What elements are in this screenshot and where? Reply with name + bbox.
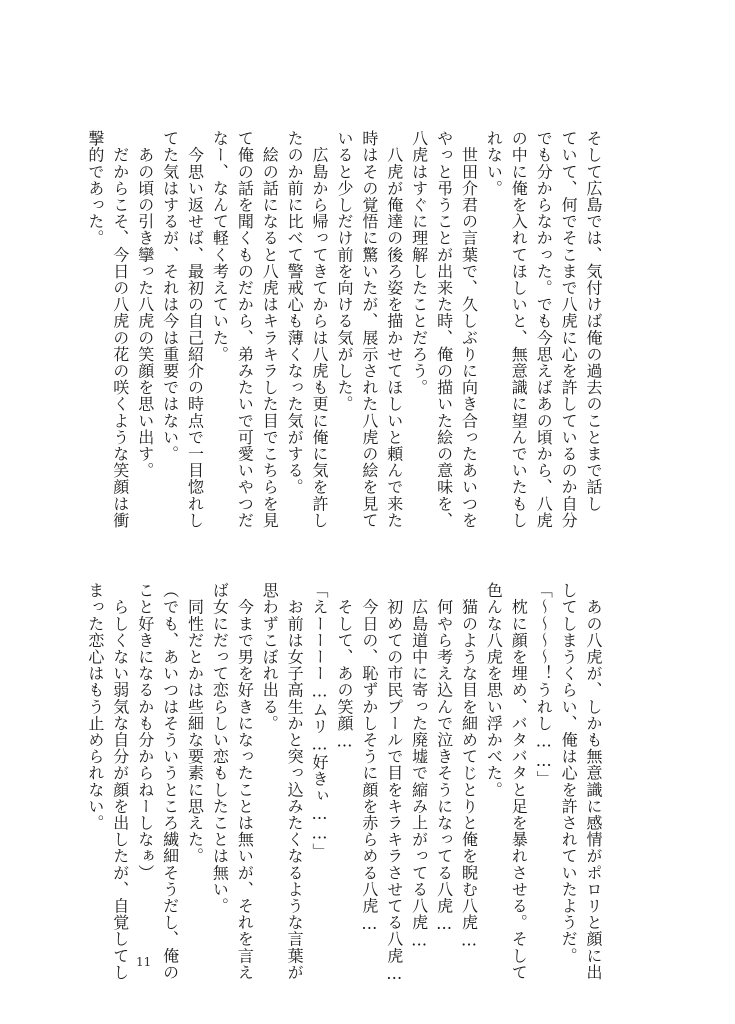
page-number: 11 — [136, 955, 152, 969]
upper-text-block: そして広島では、気付けば俺の過去のことまで話し ていて、何でそこまで八虎に心を許しているのか自分 でも分からなかった。でも今思えばあの頃から、八虎 の中に俺を入れてほしいと、無意識に望んでいたもし れない。 世田介君の言葉で、久しぶりに向き合ったあいつを やっと弔うことが出来た時、俺の描いた絵の意味を、 八虎はすぐに理解したことだろう。 八虎が俺達の後ろ姿を描かせてほしいと頼んで来た 時はその覚悟に驚いたが、展示された八虎の絵を見て いると少しだけ前を向ける気がした。 広島から帰ってきてからは八虎も更に俺に気を許し たのか前に比べて警戒心も薄くなった気がする。 絵の話になると八虎はキラキラした目でこちらを見 て俺の話を聞くものだから、弟みたいで可愛いやつだ なー、なんて軽く考えていた。 今思い返せば、最初の自己紹介の時点で一目惚れし てた気はするが、それは今は重要ではない。 あの頃の引き攣った八虎の笑顔を思い出す。 だからこそ、今日の八虎の花の咲くような笑顔は衝 撃的であった。 — [85, 130, 603, 529]
lower-text-block: あの八虎が、しかも無意識に感情がポロリと顔に出 してしまうくらい、俺は心を許されていたようだ。 「〜〜〜〜！うれし……」 枕に顔を埋め、バタバタと足を暴れさせる。そして 色んな八虎を思い浮かべた。 猫のような目を細めてじとりと俺を睨む八虎… 何やら考え込んで泣きそうになってる八虎… 広島道中に寄った廃墟で縮み上がってる八虎… 初めての市民プールで目をキラキラさせてる八虎… 今日の、恥ずかしそうに顔を赤らめる八虎… そして、あの笑顔… 「えーーーー…ムリ…好きぃ……」 お前は女子高生かと突っ込みたくなるような言葉が 思わずこぼれ出る。 今まで男を好きになったことは無いが、それを言え ば女にだって恋らしい恋もしたことは無い。 同性だとかは些細な要素に思えた。 （でも、あいつはそういうところ繊細そうだし、俺の こと好きになるかも分からねーしなぁ） らしくない弱気な自分が顔を出したが、自覚してし まった恋心はもう止められない。 — [85, 582, 603, 984]
